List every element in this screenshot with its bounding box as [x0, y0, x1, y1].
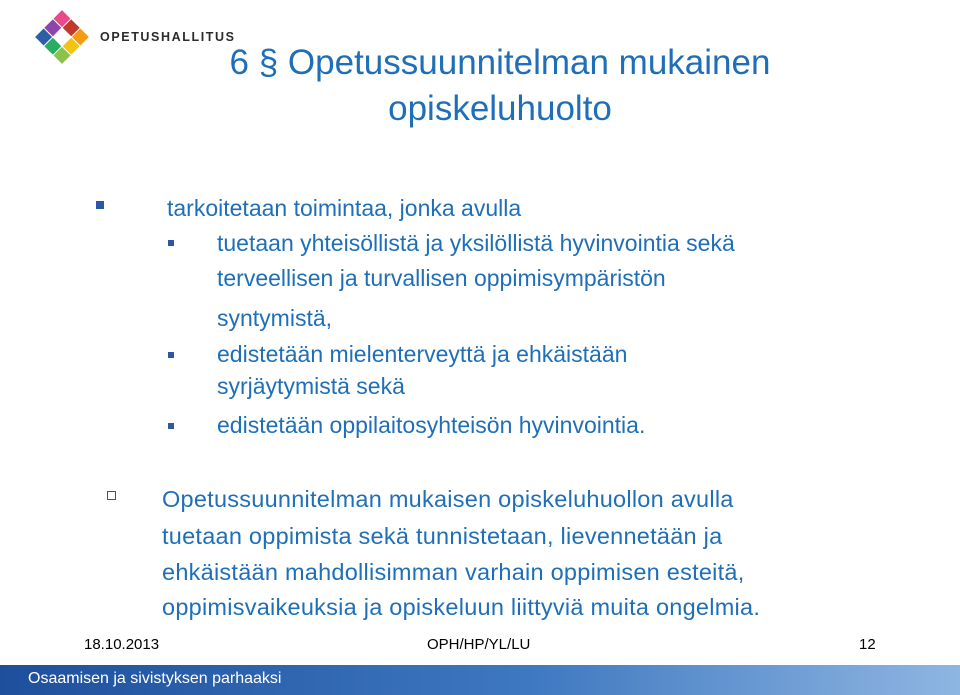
- paragraph-line: oppimisvaikeuksia ja opiskeluun liittyviä muita ongelmia.: [162, 594, 761, 620]
- sub-bullet-text: syrjäytymistä sekä: [217, 373, 405, 399]
- sub-bullet-square-icon: [168, 352, 174, 358]
- slide-title: [120, 40, 880, 132]
- sub-bullet-square-icon: [168, 423, 174, 429]
- footer-page-number: 12: [859, 636, 876, 653]
- bullet-text: tarkoitetaan toimintaa, jonka avulla: [167, 195, 522, 221]
- sub-bullet-text: edistetään mielenterveyttä ja ehkäistään: [217, 341, 628, 367]
- sub-bullet-text: syntymistä,: [217, 305, 333, 331]
- sub-bullet-text: terveellisen ja turvallisen oppimisympäristön: [217, 265, 666, 291]
- title-line-1: 6 § Opetussuunnitelman mukainen: [229, 43, 771, 82]
- sub-bullet-text: edistetään oppilaitosyhteisön hyvinvointia.: [217, 412, 646, 438]
- paragraph-line: Opetussuunnitelman mukaisen opiskeluhuollon avulla: [162, 486, 734, 512]
- footer-bar: [0, 665, 960, 695]
- sub-bullet-text: tuetaan yhteisöllistä ja yksilöllistä hyvinvointia sekä: [217, 230, 735, 256]
- logo-diamond-icon: [32, 8, 92, 66]
- logo-text: OPETUSHALLITUS: [100, 30, 236, 44]
- footer-slogan: Osaamisen ja sivistyksen parhaaksi: [28, 670, 282, 687]
- bullet-square-icon: [96, 201, 104, 209]
- bullet-square-outline-icon: [107, 491, 116, 500]
- sub-bullet-square-icon: [168, 240, 174, 246]
- paragraph-line: tuetaan oppimista sekä tunnistetaan, lievennetään ja: [162, 523, 723, 549]
- title-line-2: opiskeluhuolto: [388, 89, 612, 128]
- paragraph-line: ehkäistään mahdollisimman varhain oppimisen esteitä,: [162, 559, 745, 585]
- footer-code: OPH/HP/YL/LU: [427, 636, 531, 653]
- footer-date: 18.10.2013: [84, 636, 160, 653]
